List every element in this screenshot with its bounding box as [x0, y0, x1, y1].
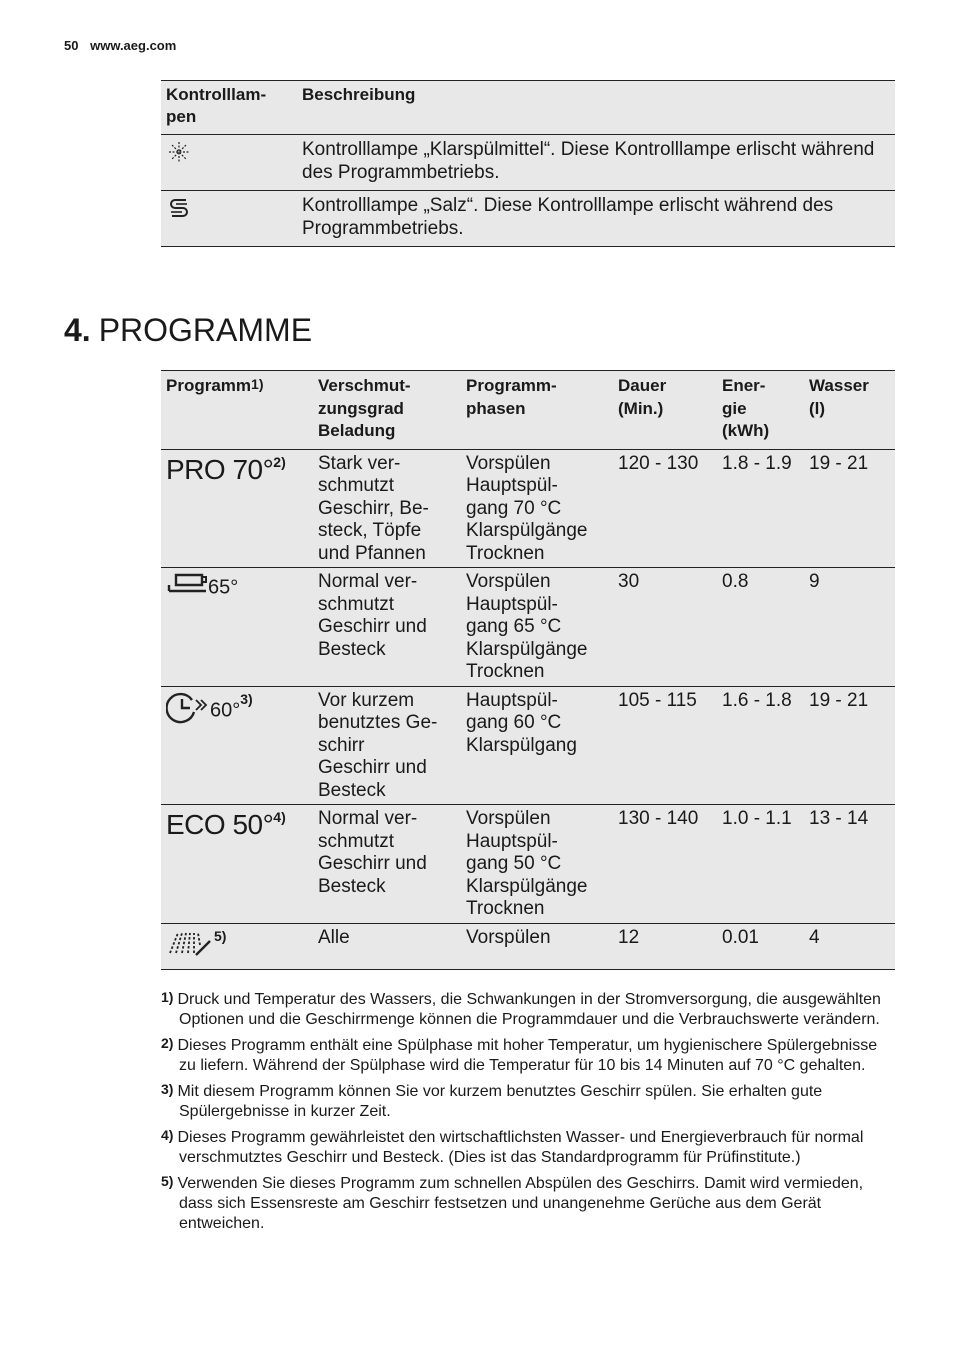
col-header-energy: Ener- gie (kWh) [717, 371, 804, 450]
energy-cell: 0.8 [717, 568, 804, 687]
table-row [161, 449, 895, 568]
soil-cell: Vor kurzem benutztes Ge- schirr Geschirr und Besteck [313, 686, 461, 805]
footnote: 1) Druck und Temperatur des Wassers, die Schwankungen in der Stromversorgung, die ausgewählten Optionen und die Geschirrmenge können die Programmdauer und die Verbrauchswerte verändern. [161, 989, 881, 1028]
col-header-program: Programm$^{1)}$ [161, 371, 313, 450]
footnote-ref: 5) [214, 927, 227, 944]
phases-cell: Vorspülen [461, 923, 613, 969]
col-header-duration: Dauer (Min.) [613, 371, 717, 450]
duration-cell: 130 - 140 [613, 805, 717, 924]
footnote-ref: 2) [273, 453, 286, 470]
program-cell [161, 568, 313, 687]
col-header-water: Wasser (l) [804, 371, 895, 450]
program-name: PRO 70° [166, 453, 274, 485]
water-cell: 4 [804, 923, 895, 969]
phases-cell: Vorspülen Hauptspül- gang 70 °C Klarspülgänge Trocknen [461, 449, 613, 568]
lamp-icon-cell [161, 191, 297, 247]
footnote-ref: 3) [240, 690, 253, 707]
footnotes [161, 990, 891, 1240]
table-row [161, 686, 895, 805]
duration-cell: 120 - 130 [613, 449, 717, 568]
program-cell [161, 449, 313, 568]
section-heading: PROGRAMME [98, 312, 313, 348]
section-title [64, 310, 312, 350]
col-header-description: Beschreibung [297, 81, 895, 135]
table-row [161, 805, 895, 924]
table-row [161, 191, 895, 247]
energy-cell: 1.6 - 1.8 [717, 686, 804, 805]
footnote: 4) Dieses Programm gewährleistet den wirtschaftlichsten Wasser- und Energieverbrauch für normal verschmutztes Geschirr und Besteck. (Dies ist das Standardprogramm für Prüfinstitute.) [161, 1127, 864, 1166]
programs-table [161, 370, 895, 970]
page-number: 50 [64, 38, 79, 53]
program-temp: 65° [208, 576, 239, 599]
energy-cell: 1.0 - 1.1 [717, 805, 804, 924]
table-row [161, 135, 895, 191]
program-cell [161, 805, 313, 924]
col-header-phases: Programm- phasen [461, 371, 613, 450]
indicator-lamps-table [161, 80, 895, 247]
footnote: 2) Dieses Programm enthält eine Spülphase mit hoher Temperatur, um hygienischere Spülergebnisse zu liefern. Während der Spülphase wird die Temperatur für 10 bis 14 Minuten auf 70 °C gehalten. [161, 1035, 878, 1074]
col-header-soil: Verschmut- zungsgrad Beladung [313, 371, 461, 450]
table-header-row [161, 81, 895, 135]
table-header-row [161, 371, 895, 450]
lamp-description: Kontrolllampe „Klarspülmittel“. Diese Kontrolllampe erlischt während des Programmbetriebs. [297, 135, 895, 191]
footnote: 5) Verwenden Sie dieses Programm zum schnellen Abspülen des Geschirrs. Damit wird vermieden, dass sich Essensreste am Geschirr festsetzen und unangenehme Gerüche aus dem Gerät entweichen. [161, 1173, 864, 1232]
program-cell [161, 923, 313, 969]
prewash-icon [166, 927, 214, 964]
water-cell: 13 - 14 [804, 805, 895, 924]
energy-cell: 0.01 [717, 923, 804, 969]
salt-icon [166, 195, 192, 228]
duration-cell: 12 [613, 923, 717, 969]
duration-cell: 30 [613, 568, 717, 687]
footnote: 3) Mit diesem Programm können Sie vor kurzem benutztes Geschirr spülen. Sie erhalten gute Spülergebnisse in kurzer Zeit. [161, 1081, 823, 1120]
program-temp: 60° [210, 698, 241, 721]
page-header [64, 38, 176, 53]
footnote-ref: 4) [273, 809, 286, 825]
section-number: 4. [64, 312, 91, 348]
phases-cell: Hauptspül- gang 60 °C Klarspülgang [461, 686, 613, 805]
pot-icon [166, 571, 208, 606]
water-cell: 19 - 21 [804, 449, 895, 568]
program-cell [161, 686, 313, 805]
rinse-aid-icon [166, 139, 192, 172]
lamp-icon-cell [161, 135, 297, 191]
soil-cell: Stark ver- schmutzt Geschirr, Be- steck, Töpfe und Pfannen [313, 449, 461, 568]
energy-cell: 1.8 - 1.9 [717, 449, 804, 568]
duration-cell: 105 - 115 [613, 686, 717, 805]
site-url[interactable]: www.aeg.com [90, 38, 177, 53]
phases-cell: Vorspülen Hauptspül- gang 65 °C Klarspülgänge Trocknen [461, 568, 613, 687]
col-header-lamps: Kontrolllam- pen [161, 81, 297, 135]
lamp-description: Kontrolllampe „Salz“. Diese Kontrolllampe erlischt während des Programmbetriebs. [297, 191, 895, 247]
water-cell: 9 [804, 568, 895, 687]
program-name: ECO 50° [166, 809, 274, 840]
table-row [161, 568, 895, 687]
phases-cell: Vorspülen Hauptspül- gang 50 °C Klarspülgänge Trocknen [461, 805, 613, 924]
soil-cell: Normal ver- schmutzt Geschirr und Besteck [313, 568, 461, 687]
water-cell: 19 - 21 [804, 686, 895, 805]
clock-fast-icon [166, 690, 210, 733]
soil-cell: Normal ver- schmutzt Geschirr und Besteck [313, 805, 461, 924]
table-row [161, 923, 895, 969]
soil-cell: Alle [313, 923, 461, 969]
